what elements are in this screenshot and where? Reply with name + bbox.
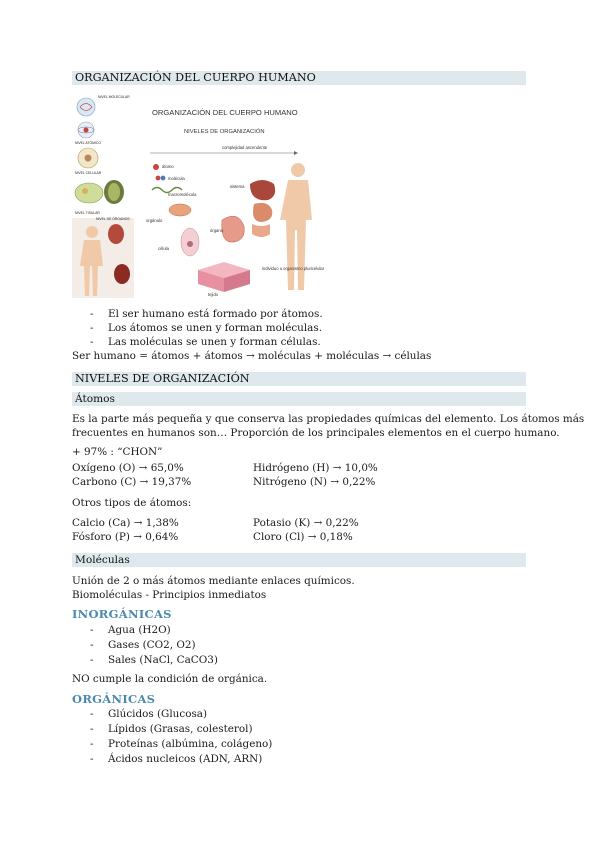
document-page: ORGANIZACIÓN DEL CUERPO HUMANO NIVEL MOLECULAR NIVEL ATÓMICO NIVEL CELULAR NIVEL TISULAR NIVEL DE ÓRGANOS ORGANIZACIÓN DEL CUERPO HUMANO NIVELES DE ORGANIZACIÓN complejidad ascendente átomo molécula macromolécula orgánulo célula tejido órgano sistema individuo u organismo pluricelular - El ser humano está formado por átomos. - Los átomos se unen y forman moléculas. - Las moléculas se unen y forman células. Ser humano = átomos + átomos → moléculas + moléculas → células NIVELES DE ORGANIZACIÓN Átomos Es la parte más pequeña y que conserva las propiedades químicas del elemento. Los átomos más frecuentes en humanos son… Proporción de los principales elementos en el cuerpo humano. + 97% : “CHON” Oxígeno (O) → 65,0% Hidrógeno (H) → 10,0% Carbono (C) → 19,37% Nitrógeno (N) → 0,22% Otros tipos de átomos: Calcio (Ca) → 1,38% Potasio (K) → 0,22% Fósforo (P) → 0,64% Cloro (Cl) → 0,18% Moléculas Unión de 2 o más átomos mediante enlaces químicos. Biomoléculas - Principios inmediatos INORGÁNICAS - Agua (H2O) - Gases (CO2, O2) - Sales (NaCl, CaCO3) NO cumple la condición de orgánica. ORGÁNICAS - Glúcidos (Glucosa) - Lípidos (Grasas, colesterol) - Proteínas (albúmina, colágeno) - Ácidos nucleicos (ADN, ARN) xyxy=(72,71,585,765)
element-right: Hidrógeno (H) → 10,0% xyxy=(253,462,378,474)
element-left: Fósforo (P) → 0,64% xyxy=(72,531,179,543)
complexity-axis-label: complejidad ascendente xyxy=(222,145,268,150)
bullet-dash: - xyxy=(90,308,94,320)
note-line: NO cumple la condición de orgánica. xyxy=(72,673,268,685)
level-organelle xyxy=(146,204,191,223)
level-atom xyxy=(153,164,174,170)
others-title: Otros tipos de átomos: xyxy=(72,497,192,509)
svg-text:tejido: tejido xyxy=(208,292,219,297)
bullet-dash: - xyxy=(90,624,94,636)
figure-subtitle: NIVELES DE ORGANIZACIÓN xyxy=(184,129,265,135)
bullet-dash: - xyxy=(90,654,94,666)
thumb-label: NIVEL MOLECULAR xyxy=(98,95,130,99)
organization-levels-illustration xyxy=(72,92,325,298)
organic-heading: ORGÁNICAS xyxy=(72,692,156,706)
level-molecule xyxy=(156,176,186,181)
svg-text:individuo u organismo pluricel: individuo u organismo pluricelular xyxy=(262,266,325,271)
thumb-label: NIVEL DE ÓRGANOS xyxy=(96,217,130,221)
element-right: Potasio (K) → 0,22% xyxy=(253,517,359,529)
svg-text:macromolécula: macromolécula xyxy=(168,192,197,197)
figure-title: ORGANIZACIÓN DEL CUERPO HUMANO xyxy=(152,108,298,117)
element-left: Oxígeno (O) → 65,0% xyxy=(72,462,184,474)
thumb-cellular xyxy=(75,148,102,175)
thumb-label: NIVEL CELULAR xyxy=(75,171,102,175)
bullet-dash: - xyxy=(90,708,94,720)
thumb-label: NIVEL ATÓMICO xyxy=(75,141,101,145)
thumb-tissue xyxy=(75,180,124,215)
thumb-label: NIVEL TISULAR xyxy=(75,211,100,215)
svg-text:molécula: molécula xyxy=(168,176,185,181)
level-cell xyxy=(158,228,199,256)
svg-text:célula: célula xyxy=(158,246,169,251)
element-left: Carbono (C) → 19,37% xyxy=(72,476,192,488)
chon-line: + 97% : “CHON” xyxy=(72,446,163,458)
element-right: Cloro (Cl) → 0,18% xyxy=(253,531,353,543)
paragraph-line: Biomoléculas - Principios inmediatos xyxy=(72,589,267,601)
thumb-molecular xyxy=(77,95,130,116)
svg-text:sistema: sistema xyxy=(230,184,245,189)
bullet-dash: - xyxy=(90,639,94,651)
section-title: NIVELES DE ORGANIZACIÓN xyxy=(75,372,250,385)
subsection-header-moleculas xyxy=(72,553,526,567)
svg-text:órgano: órgano xyxy=(210,228,224,233)
bullet-dash: - xyxy=(90,322,94,334)
subsection-header-atomos xyxy=(72,392,526,406)
subsection-title: Moléculas xyxy=(75,554,130,566)
level-tissue xyxy=(198,262,250,297)
element-right: Nitrógeno (N) → 0,22% xyxy=(253,476,376,488)
thumb-atomic xyxy=(75,122,101,145)
bullet-dash: - xyxy=(90,723,94,735)
svg-text:orgánulo: orgánulo xyxy=(146,218,163,223)
bullet-dash: - xyxy=(90,753,94,765)
equation-line: Ser humano = átomos + átomos → moléculas + moléculas → células xyxy=(72,350,432,362)
paragraph-line: Es la parte más pequeña y que conserva las propiedades químicas del elemento. Los átomos más xyxy=(72,413,585,425)
bullet-dash: - xyxy=(90,738,94,750)
level-macromolecule xyxy=(152,188,197,198)
paragraph-line: frecuentes en humanos son… Proporción de los principales elementos en el cuerpo humano. xyxy=(72,427,560,439)
element-left: Calcio (Ca) → 1,38% xyxy=(72,517,179,529)
level-organ xyxy=(210,216,244,242)
section-title: ORGANIZACIÓN DEL CUERPO HUMANO xyxy=(75,71,316,84)
inorganic-heading: INORGÁNICAS xyxy=(72,607,172,621)
section-header-niveles xyxy=(72,372,526,386)
level-organism xyxy=(262,163,325,290)
thumb-organ-body xyxy=(72,216,134,298)
svg-text:átomo: átomo xyxy=(162,164,174,169)
paragraph-line: Unión de 2 o más átomos mediante enlaces químicos. xyxy=(72,575,355,587)
section-header-organizacion xyxy=(72,71,526,85)
bullet-dash: - xyxy=(90,336,94,348)
subsection-title: Átomos xyxy=(75,393,115,405)
